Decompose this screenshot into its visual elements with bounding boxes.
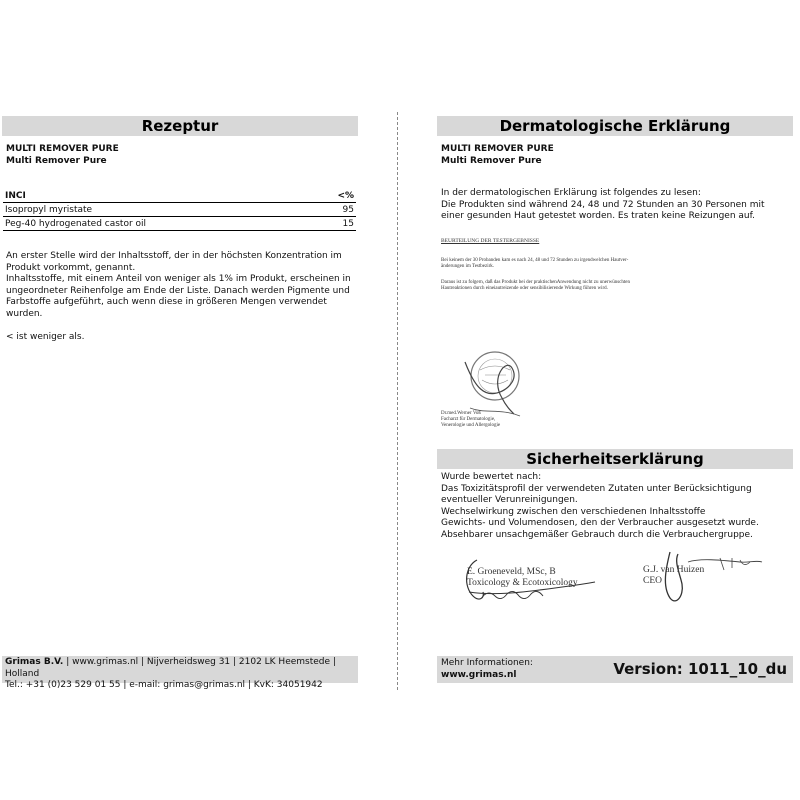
rezeptur-header: Rezeptur xyxy=(2,116,358,136)
safety-line: Absehbarer unsachgemäßer Gebrauch durch die Verbrauchergruppe. xyxy=(441,529,753,540)
note-line: ungeordneter Reihenfolge am Ende der Liste. Danach werden Pigmente und xyxy=(6,285,350,296)
less-than-note: < ist weniger als. xyxy=(6,332,85,342)
safety-line: Wurde bewertet nach: xyxy=(441,472,542,482)
summary-line: In der dermatologischen Erklärung ist folgendes zu lesen: xyxy=(441,188,701,198)
safety-header: Sicherheitserklärung xyxy=(437,449,793,469)
summary-line: einer gesunden Haut getestet worden. Es traten keine Reizungen auf. xyxy=(441,211,755,222)
note-line: wurden. xyxy=(6,308,43,319)
safety-line: eventueller Verunreinigungen. xyxy=(441,495,578,506)
ingredient-name: Peg-40 hydrogenated castor oil xyxy=(3,217,312,231)
ceo-name: G.J. van Huizen xyxy=(643,565,705,575)
toxicologist-title: Toxicology & Ecotoxicology xyxy=(467,578,578,588)
inci-column-header: INCI xyxy=(3,189,312,203)
note-line: An erster Stelle wird der Inhaltsstoff, der in der höchsten Konzentration im xyxy=(6,251,342,261)
table-row xyxy=(3,203,356,217)
version-footer xyxy=(437,656,793,683)
toxicologist-name: E. Groeneveld, MSc, B xyxy=(467,567,556,577)
company-address: | www.grimas.nl | Nijverheidsweg 31 | 2102 LK Heemstede | Holland xyxy=(5,657,336,679)
company-name: Grimas B.V. xyxy=(5,657,64,667)
version-label: Version: 1011_10_du xyxy=(613,660,787,678)
more-info-label: Mehr Informationen: xyxy=(441,658,533,668)
scan-line: änderungen im Testbezirk. xyxy=(441,264,495,269)
scan-paragraph xyxy=(441,258,701,270)
toxicologist-signature xyxy=(455,552,605,607)
scan-title: BEURTEILUNG DER TESTERGEBNISSE xyxy=(441,238,540,244)
doctor-signature-block xyxy=(441,411,500,429)
scan-line: Hautreaktionen durch eineiautreizende oder sensibilisierende Wirkung führen wird. xyxy=(441,286,608,291)
safety-line: Das Toxizitätsprofil der verwendeten Zutaten unter Berücksichtigung xyxy=(441,483,752,494)
scan-line: Bei keinem der 30 Probanden kam es nach 24, 48 und 72 Stunden zu irgendwelchen Hautver- xyxy=(441,258,629,263)
product-name-upper: MULTI REMOVER PURE xyxy=(441,144,554,154)
doctor-specialty: Venerologie und Allergologie xyxy=(441,423,501,428)
dermatology-header: Dermatologische Erklärung xyxy=(437,116,793,136)
safety-line: Wechselwirkung zwischen den verschiedenen Inhaltsstoffe xyxy=(441,506,706,517)
doctor-name: Dr.med.Werner Voß xyxy=(441,411,481,416)
note-line: Farbstoffe aufgeführt, auch wenn diese in größeren Mengen verwendet xyxy=(6,297,327,308)
table-row xyxy=(3,217,356,231)
percent-column-header: <% xyxy=(312,189,356,203)
page-divider xyxy=(397,112,398,690)
product-name: Multi Remover Pure xyxy=(441,156,542,166)
safety-line: Gewichts- und Volumendosen, den der Verbraucher ausgesetzt wurde. xyxy=(441,518,759,529)
doctor-title: Facharzt für Dermatologie, xyxy=(441,417,496,422)
company-footer xyxy=(2,656,358,691)
scan-paragraph xyxy=(441,280,701,292)
ceo-title: CEO xyxy=(643,576,662,586)
safety-text xyxy=(441,472,793,542)
inci-table xyxy=(3,189,356,231)
ceo-signature xyxy=(640,548,770,608)
summary-line: Die Produkten sind während 24, 48 und 72 Stunden an 30 Personen mit xyxy=(441,199,765,210)
scanned-certificate xyxy=(441,238,701,292)
product-name-upper: MULTI REMOVER PURE xyxy=(6,144,119,154)
ingredient-name: Isopropyl myristate xyxy=(3,203,312,217)
note-line: Produkt vorkommt, genannt. xyxy=(6,262,136,273)
inci-explanation xyxy=(6,251,366,321)
product-name: Multi Remover Pure xyxy=(6,156,107,166)
ingredient-percent: 95 xyxy=(312,203,356,217)
note-line: Inhaltsstoffe, mit einem Anteil von weniger als 1% im Produkt, erscheinen in xyxy=(6,274,351,285)
company-contact: Tel.: +31 (0)23 529 01 55 | e-mail: grimas@grimas.nl | KvK: 34051942 xyxy=(5,680,323,691)
dermatology-summary xyxy=(441,188,793,223)
ingredient-percent: 15 xyxy=(312,217,356,231)
website-link[interactable]: www.grimas.nl xyxy=(441,670,517,680)
scan-line: Daraus ist zu folgern, daß das Produkt bei der praktischenAnwendung nicht zu unerwünschten xyxy=(441,280,630,285)
